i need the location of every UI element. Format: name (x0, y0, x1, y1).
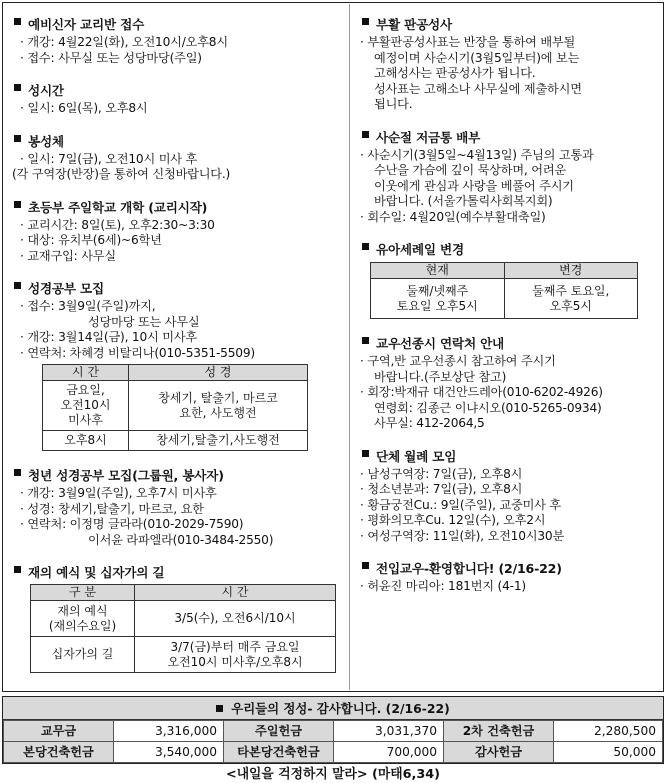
section-easter-confession (360, 14, 658, 113)
table-cell: 3/5(수), 오전6시/10시 (135, 601, 336, 637)
section-title: 전입교우-환영합니다! (2/16-22) (360, 558, 658, 577)
section-title: 부활 판공성사 (360, 14, 658, 33)
column-divider (349, 4, 350, 690)
info-line: · 개강: 3월9일(주일), 오후7시 미사후 (20, 486, 217, 500)
offering-label: 타본당건축헌금 (224, 742, 334, 763)
table-header: 성 경 (129, 365, 308, 381)
section-bible-study (12, 278, 342, 451)
ash-wednesday-table (30, 584, 336, 673)
table-row (31, 637, 336, 673)
section-group-meetings (360, 446, 658, 545)
info-line: · 남성구역장: 7일(금), 오후8시 (360, 466, 523, 481)
info-line: · 개강: 3월14일(금), 10시 미사후 (20, 330, 197, 344)
info-line: · 접수: 3월9일(주일)까지, (20, 299, 156, 313)
info-line: 연령회: 김종근 이냐시오(010-5265-0934) (374, 400, 602, 415)
table-cell: 오후8시 (43, 431, 129, 451)
table-cell: 창세기, 탈출기, 마르코 요한, 사도행전 (129, 381, 308, 431)
section-title: 초등부 주일학교 개학 (교리시작) (12, 197, 342, 216)
section-funeral-contacts (360, 333, 658, 432)
info-line: 예정이며 사순시기(3월5일부터)에 보는 (374, 50, 580, 65)
section-title: 예비신자 교리반 접수 (12, 14, 342, 33)
table-header: 현재 (371, 263, 505, 279)
scripture-quote: <내일을 걱정하지 말라> (마태6,34) (225, 767, 441, 782)
offering-amount: 3,540,000 (114, 742, 224, 763)
offering-amount: 50,000 (554, 742, 663, 763)
info-line: 수난을 가슴에 깊이 묵상하며, 어려운 (374, 163, 566, 177)
info-line: · 사순시기(3월5일~4월13일) 주님의 고통과 (360, 147, 594, 162)
baptism-table (370, 262, 638, 319)
table-cell: 창세기,탈출기,사도행전 (129, 431, 308, 451)
table-header: 시 간 (135, 585, 336, 601)
info-line: 됩니다. (374, 97, 413, 111)
section-title: 교우선종시 연락처 안내 (360, 333, 658, 352)
section-sunday-school (12, 197, 342, 265)
offering-table (3, 720, 663, 763)
info-line: 바랍니다. (서울가톨릭사회복지회) (374, 194, 553, 208)
info-line: 이서윤 라파엘라(010-3484-2550) (88, 532, 274, 547)
table-row (4, 742, 663, 763)
info-line: · 청소년분과: 7일(금), 오후8시 (360, 482, 523, 496)
offering-label: 본당건축헌금 (4, 742, 114, 763)
table-row (43, 381, 308, 431)
table-cell: 금요일, 오전10시 미사후 (43, 381, 129, 431)
table-row (43, 431, 308, 451)
section-title: 성시간 (12, 80, 342, 99)
section-title: 봉성체 (12, 131, 342, 150)
info-line: · 개강: 4월22일(화), 오전10시/오후8시 (20, 35, 228, 49)
offering-label: 2차 건축헌금 (444, 721, 554, 742)
table-row (4, 721, 663, 742)
info-line: · 허윤진 마리아: 181번지 (4-1) (360, 579, 526, 593)
section-welcome-newcomers (360, 558, 658, 595)
section-title: 유아세례일 변경 (360, 239, 658, 258)
info-line: · 성경: 창세기,탈출기, 마르코, 요한 (20, 501, 204, 516)
info-line: 사무실: 412-2064,5 (374, 416, 485, 430)
info-line: 성사표는 고해소나 사무실에 제출하시면 (374, 81, 582, 96)
info-line: · 황금궁전Cu.: 9일(주일), 교중미사 후 (360, 497, 561, 512)
square-bullet-icon (216, 705, 223, 712)
section-youth-bible-study (12, 465, 342, 548)
bible-study-table (42, 364, 308, 451)
info-line: · 회수일: 4월20일(예수부활대축일) (360, 209, 546, 224)
table-cell: 십자가의 길 (31, 637, 135, 673)
info-line: 바랍니다.(주보상단 참고) (374, 369, 507, 384)
table-row (371, 279, 638, 319)
table-header: 변경 (504, 263, 638, 279)
offering-amount: 2,280,500 (554, 721, 663, 742)
section-infant-baptism (360, 239, 658, 319)
section-communion-visit (12, 131, 342, 183)
info-line: · 대상: 유치부(6세)~6학년 (20, 233, 162, 247)
section-ash-wednesday (12, 562, 342, 673)
section-title: 사순절 저금통 배부 (360, 127, 658, 146)
section-title: 성경공부 모집 (12, 278, 342, 297)
info-line: 성당마당 또는 사무실 (88, 314, 200, 329)
offering-label: 교무금 (4, 721, 114, 742)
table-row (31, 601, 336, 637)
left-column (12, 14, 342, 687)
offering-amount: 700,000 (334, 742, 444, 763)
table-header: 시 간 (43, 365, 129, 381)
offering-title-bar (3, 697, 663, 720)
info-line: · 교리시간: 8일(토), 오후2:30~3:30 (20, 217, 215, 232)
info-line: · 일시: 7일(금), 오전10시 미사 후 (20, 151, 198, 166)
info-line: · 교재구입: 사무실 (20, 248, 116, 263)
offering-label: 감사헌금 (444, 742, 554, 763)
info-line: · 여성구역장: 11일(화), 오전10시30분 (360, 528, 565, 543)
offering-box (2, 696, 664, 764)
section-lent-piggybank (360, 127, 658, 226)
right-column (360, 14, 658, 609)
info-line: (각 구역장(반장)을 통하여 신청바랍니다.) (12, 167, 231, 181)
section-holy-hour (12, 80, 342, 117)
info-line: 고해성사는 판공성사가 됩니다. (374, 66, 536, 80)
offering-title: 우리들의 정성- 감사합니다. (2/16-22) (231, 701, 450, 716)
info-line: · 구역,반 교우선종시 참고하여 주시기 (360, 354, 556, 368)
table-cell: 3/7(금)부터 매주 금요일 오전10시 미사후/오후8시 (135, 637, 336, 673)
info-line: · 연락처: 이정명 글라라(010-2029-7590) (20, 517, 244, 531)
table-cell: 재의 예식 (재의수요일) (31, 601, 135, 637)
table-cell: 둘째/넷째주 토요일 오후5시 (371, 279, 505, 319)
table-header: 구 분 (31, 585, 135, 601)
section-catechumen (12, 14, 342, 66)
section-title: 재의 예식 및 십자가의 길 (12, 562, 342, 581)
info-line: · 일시: 6일(목), 오후8시 (20, 101, 148, 115)
info-line: · 부활판공성사표는 반장을 통하여 배부될 (360, 35, 576, 49)
info-line: · 평화의모후Cu. 12일(수), 오후2시 (360, 513, 546, 527)
table-cell: 둘째주 토요일, 오후5시 (504, 279, 638, 319)
section-title: 청년 성경공부 모집(그룹원, 봉사자) (12, 465, 342, 484)
info-line: 이웃에게 관심과 사랑을 베풀어 주시기 (374, 178, 574, 193)
info-line: · 연락처: 차혜경 비탈리나(010-5351-5509) (20, 345, 255, 360)
section-title: 단체 월례 모임 (360, 446, 658, 465)
offering-amount: 3,316,000 (114, 721, 224, 742)
offering-label: 주일헌금 (224, 721, 334, 742)
info-line: · 접수: 사무실 또는 성당마당(주일) (20, 50, 202, 65)
info-line: · 회장:박재규 대건안드레아(010-6202-4926) (360, 385, 603, 399)
offering-amount: 3,031,370 (334, 721, 444, 742)
